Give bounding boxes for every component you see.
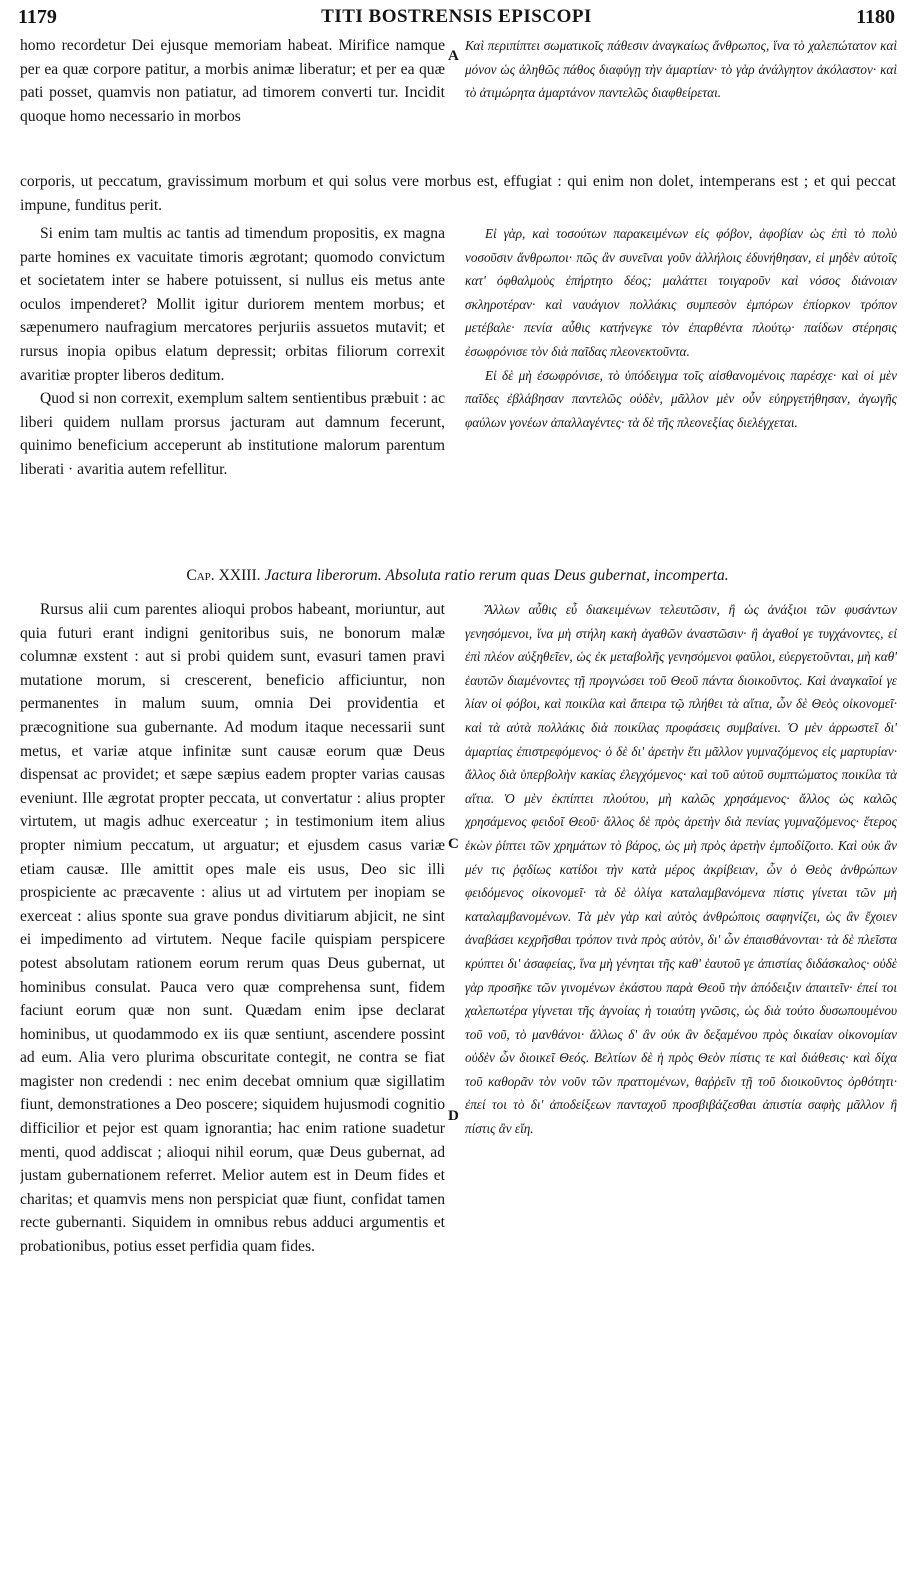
right-column-number: 1180 <box>856 6 895 28</box>
greek-section-2 <box>465 222 897 558</box>
running-title: TITI BOSTRENSIS EPISCOPI <box>321 6 592 27</box>
greek-paragraph: Καὶ περιπίπτει σωματικοῖς πάθεσιν ἀναγκαίως ἄνθρωπος, ἵνα τὸ χαλεπώτατον καὶ μόνον ὡς ἀληθῶς πάθος διαφύγῃ τὴν ἁμαρτίαν· τὸ γὰρ ἀνάλγητον ἀκόλαστον· καὶ τὸ ἀτιμώρητα ἁμαρτάνον παντελῶς διαφθείρεται. <box>465 38 897 101</box>
greek-section-1 <box>465 34 897 168</box>
greek-section-3 <box>465 598 897 1560</box>
margin-marker-d: D <box>448 1108 459 1124</box>
latin-continuation-text: corporis, ut peccatum, gravissimum morbum et qui solus vere morbus est, effugiat : qui enim non dolet, intemperans est ; et qui peccat impune, funditus perit. <box>20 173 896 214</box>
latin-section-2 <box>20 222 445 558</box>
latin-full-width-continuation <box>20 170 896 220</box>
margin-marker-c: C <box>448 836 459 852</box>
chapter-heading <box>20 567 895 585</box>
running-header <box>18 6 895 32</box>
latin-section-1 <box>20 34 445 168</box>
latin-paragraph: Quod si non correxit, exemplum saltem sentientibus præbuit : ac liberi quidem nullam prorsus jacturam aut damnum fecerunt, quinimo beneficium acceperunt ab institutione malorum parentum liberati · avaritia autem refellitur. <box>20 390 445 478</box>
chapter-number: Cap. XXIII. <box>186 567 261 584</box>
left-column-number: 1179 <box>18 6 57 28</box>
chapter-title: Jactura liberorum. Absoluta ratio rerum quas Deus gubernat, incomperta. <box>264 567 729 584</box>
margin-marker-a: A <box>448 48 459 64</box>
latin-paragraph: Si enim tam multis ac tantis ad timendum propositis, ex magna parte homines ex vacuitate timoris ægrotant; quomodo convictum et societatem inter se habere potuissent, si nullus eis metus ante oculos impenderet? Mollit igitur duriorem mentem morbus; et sæpenumero naufragium mercatores perjuriis assuetos mutavit; et rursus inopia opibus elatum depressit; orbitas filiorum correxit avaritiæ propter liberos deditum. <box>20 225 445 384</box>
greek-paragraph: Εἰ δὲ μὴ ἐσωφρόνισε, τὸ ὑπόδειγμα τοῖς αἰσθανομένοις παρέσχε· καὶ οἱ μὲν παῖδες ἐβλάβησαν παντελῶς οὐδὲν, μᾶλλον μὲν οὖν εὐηργετήθησαν, ἀγωγῆς φαύλων γονέων ἀπαλλαγέντες· τὰ δὲ τῆς πλεονεξίας διελέγχεται. <box>465 367 897 430</box>
latin-section-3 <box>20 598 445 1560</box>
greek-paragraph: Εἰ γὰρ, καὶ τοσούτων παρακειμένων εἰς φόβον, ἀφοβίαν ὡς ἐπὶ τὸ πολὺ νοσοῦσιν ἄνθρωποι· πῶς ἂν συνεῖναι γοῦν ἀλλήλοις ἐδυνήθησαν, εἰ μηδὲν αὐτοῖς κατ' ὀφθαλμοὺς ἐπήρτητο δέος; μαλάττει τοιγαροῦν καὶ νόσος διάνοιαν σκληροτέραν· καὶ ναυάγιον πολλάκις συμπεσὸν ἐμπόρων ἐπίορκον τρόπον μετέβαλε· πενία αὖθις κατήνεγκε τὸν ἐπαρθέντα πλούτῳ· παίδων στέρησις ἐσωφρόνισε τὸν διὰ παῖδας πλεονεκτοῦντα. <box>465 226 897 359</box>
greek-paragraph: Ἄλλων αὖθις εὖ διακειμένων τελευτῶσιν, ἢ ὡς ἀνάξιοι τῶν φυσάντων γενησόμενοι, ἵνα μὴ στήλη κακὴ ἀγαθῶν ἀναστῶσιν· ἢ ἀγαθοί γε τυγχάνοντες, εἰ ἐπὶ πλέον αὐξηθεῖεν, ὡς ἐκ μεταβολῆς γενησόμενοι φαῦλοι, εὐεργετοῦνται, μὴ καθ' ἑαυτῶν διαμένοντες τῇ προγνώσει τοῦ Θεοῦ πάντα διοικοῦντος. Καὶ ἀναγκαῖοί γε λίαν οἱ φόβοι, καὶ ποικίλα καὶ ἄπειρα τῷ πλήθει τὰ αἴτια, ὧν δὲ Θεὸς οἰκονομεῖ· καὶ τὰ αὐτὰ πολλάκις διὰ ποικίλας προφάσεις συμβαίνει. Ὁ μὲν ἀρρωστεῖ δι' ἁμαρτίας ἐπιστρεφόμενος· ὁ δὲ δι' ἀρετὴν ἔτι μᾶλλον γυμναζόμενος εἰς μαρτυρίαν· ἄλλος διὰ ὑπερβολὴν κακίας ἐλεγχόμενος· καὶ τοῦ αὐτοῦ συμπτώματος ποικίλα τὰ αἴτια. Ὁ μὲν ἐκπίπτει πλούτου, μὴ καλῶς χρησάμενος· ἄλλος ὡς καλῶς χρησάμενος φειδοῖ Θεοῦ· ἄλλος δὲ πρὸς ἀρετὴν διὰ πενίας γυμναζόμενος· ἕτερος ἑκὼν ῥίπτει τῶν χρημάτων τὸ βάρος, ὡς μὴ πρὸς ἀρετὴν ἐμποδίζοιτο. Καὶ οὐκ ἂν μέν τις ῥᾳδίως κατίδοι τὴν κατὰ μέρος ἀκρίβειαν, ὧν ὁ Θεὸς ἀνθρώπων φειδόμενος οἰκονομεῖ· τὰ δὲ ὀλίγα καταλαμβανόμενα πίστις γίνεται τῶν μὴ καταλαμβανομένων. Τὰ μὲν γὰρ καὶ αὐτὸς ἀνθρώποις σαφηνίζει, ὡς ἂν ἔχοιεν ἀναβάσει κεχρῆσθαι τρόπον τινὰ πρὸς αὐτὸν, δι' ὧν ἐπαισθάνονται· τὰ δὲ πλεῖστα κρύπτει δι' ἀσαφείας, ἵνα μὴ γένηται τῆς καθ' ἑαυτοῦ γε ἀπιστίας διδάσκαλος· οὐδὲ γὰρ προσῆκε τῶν γινομένων ἑκάστου παρὰ Θεοῦ τὴν ἀπόδειξιν ἀπαιτεῖν· ἐπεί τοι χαλεπωτέρα γίγνεται τῆς ἀγνοίας ἡ τοιαύτη γνῶσις, ὡς διὰ τούτο δυσωπουμένου τοῦ νοῦ, τὸ μανθάνοι· ἄλλως δ' ἂν οὐκ ἂν δεξαμένου πρὸς δικαίαν οἰκονομίαν οὐδὲν ὧν διοικεῖ Θεός. Βελτίων δὲ ἡ πρὸς Θεὸν πίστις τε καὶ διάθεσις· καὶ δίχα τοῦ καθορᾶν τὸν νοῦν τῶν πραττομένων, θαῤῥεῖν τῇ τοῦ διοικοῦντος ὀρθότητι· ἐπεί τοι τὸ δι' ἀποδείξεων πανταχοῦ προσβιβάζεσθαι ἀπιστία σαφὴς μᾶλλον ἢ πίστις ἂν εἴη. <box>465 602 897 1137</box>
latin-paragraph: Rursus alii cum parentes alioqui probos habeant, moriuntur, aut quia futuri erant indigni genitoribus suis, ne bonorum malæ columnæ exstent : aut si probi quidem sunt, evasuri tamen pravi mutatione morum, si crescerent, beneficio afficiuntur, non permanentes in malum suum, omnia Dei providentia et præcognitione sua gubernante. Ad modum itaque necessarii sunt metus, et variæ atque infinitæ sunt causæ eorum quæ Deus dispensat ac providet; et sæpe sæpius eadem propter varias causas eveniunt. Ille ægrotat propter peccata, ut convertatur : alius propter virtutem, ut magis adhuc exerceatur ; in testimonium item alius propter nimium peccatum, ut arguatur; et ejusdem casus variæ etiam causæ. Ille amittit opes male eis usus, Deo sic illi prospiciente ac præcavente : alius ut ad virtutem per inopiam se exerceat : alius sponte sua grave pondus divitiarum abjicit, ne sint ei impedimento ad virtutem. Neque facile quispiam perspicere potest absolutam rationem eorum rerum quas Deus gubernat, ut hominibus consulat. Pauca vero quæ comprehensa sunt, fidem faciunt eorum quæ non sunt. Quædam enim ipse declarat hominibus, ut quodammodo ex iis quæ sentiunt, ascendere possint ad eum. Alia vero plurima obscuritate contegit, ne contra se fiat magister non credendi : nec enim decebat omnium quæ sigillatim fiunt, demonstrationes a Deo poscere; siquidem hujusmodi cognitio difficilior et pejor est quam ignorantia; hac enim ratione suadetur menti, quod addiscat ; alioqui nihil eorum, quæ Deus gubernat, ad justam gubernationem referret. Melior autem est in Deum fides et charitas; et quamvis mens non perspiciat quæ fiunt, confidat tamen recte gubernanti. Siquidem in omnibus rebus adduci argumentis et probationibus, potius esset perfidia quam fides. <box>20 601 445 1256</box>
latin-paragraph: homo recordetur Dei ejusque memoriam habeat. Mirifice namque per ea quæ corpore patitur, a morbis animæ liberatur; et per ea quæ pati posset, quamvis non patiatur, ad timorem converti tur. Incidit quoque homo necessario in morbos <box>20 37 445 125</box>
